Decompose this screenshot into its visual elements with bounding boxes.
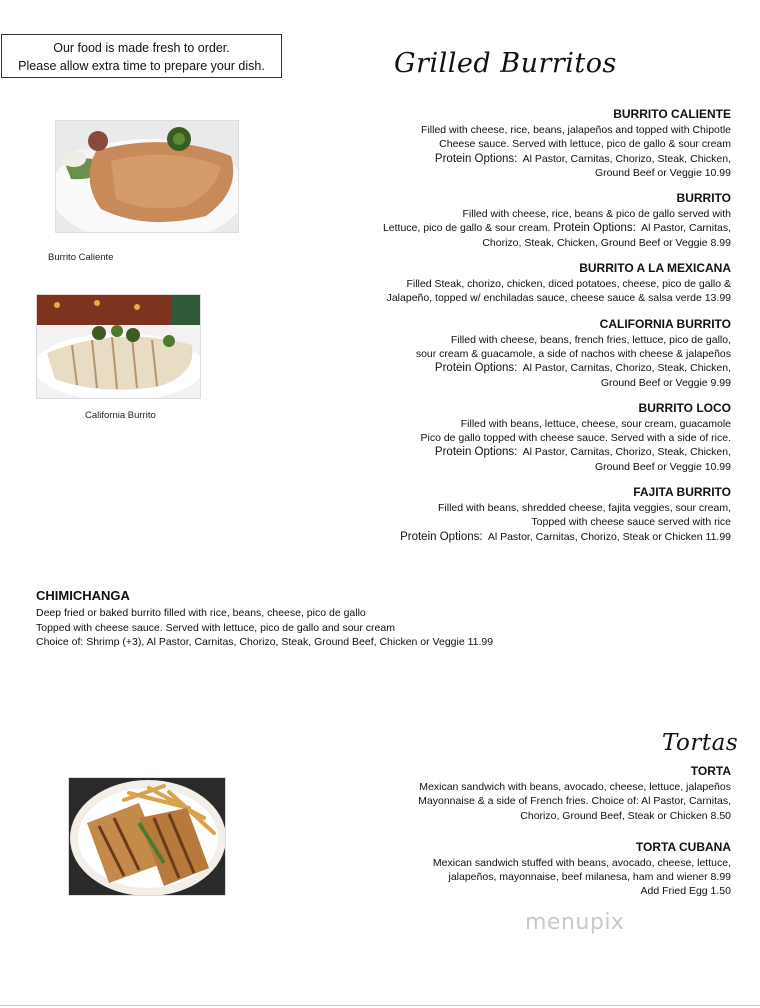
item-price-line: Ground Beef or Veggie 10.99 [594, 166, 731, 179]
item-description-part: Lettuce, pico de gallo & sour cream. [382, 222, 551, 235]
bottom-divider [0, 1005, 760, 1006]
notice-box [1, 34, 282, 78]
item-description-line: Filled with beans, lettuce, cheese, sour cream, guacamole [460, 417, 731, 430]
item-name: TORTA CUBANA [635, 839, 731, 854]
protein-options-list: Al Pastor, Carnitas, [641, 222, 731, 235]
item-protein-options [383, 152, 731, 166]
menu-item-torta [418, 763, 731, 823]
item-description-line: Topped with cheese sauce. Served with lettuce, pico de gallo and sour cream [36, 621, 395, 634]
item-name: BURRITO CALIENTE [613, 107, 731, 121]
item-name: BURRITO LOCO [638, 400, 731, 415]
protein-options-list: Al Pastor, Carnitas, Chorizo, Steak, Chicken, [522, 362, 731, 375]
item-description-line: Filled with cheese, rice, beans, jalapeños and topped with Chipotle [421, 124, 731, 136]
item-protein-options [383, 530, 731, 544]
menu-item-torta-cubana [418, 839, 731, 899]
protein-options-label: Protein Options: [434, 362, 518, 375]
item-price-line: Chorizo, Steak, Chicken, Ground Beef or Veggie 8.99 [482, 236, 731, 249]
item-description-line: Cheese sauce. Served with lettuce, pico de gallo & sour cream [439, 138, 731, 151]
burritos-list [383, 106, 731, 554]
menupix-watermark: menupix [525, 910, 625, 935]
protein-options-list: Al Pastor, Carnitas, Chorizo, Steak, Chicken, [522, 152, 731, 165]
item-description-line: Filled Steak, chorizo, chicken, diced potatoes, cheese, pico de gallo & [406, 278, 731, 291]
item-name: FAJITA BURRITO [633, 485, 731, 500]
tortas-title: Tortas [662, 730, 739, 756]
item-price-line: jalapeños, mayonnaise, beef milanesa, ham and wiener 8.99 [448, 871, 731, 884]
protein-options-label: Protein Options: [553, 222, 636, 235]
california-burrito-caption: California Burrito [85, 410, 156, 421]
tortas-list [418, 763, 731, 909]
menu-item-california-burrito [383, 316, 731, 390]
burritos-title: Grilled Burritos [394, 48, 617, 79]
california-burrito-photo [36, 294, 201, 399]
item-description-line: Filled with beans, shredded cheese, fajita veggies, sour cream, [438, 502, 731, 515]
item-description-line: Filled with cheese, rice, beans & pico de gallo served with [462, 208, 731, 221]
menu-item-burrito [383, 190, 731, 250]
item-protein-options [383, 445, 731, 459]
item-description-line [383, 221, 731, 235]
protein-options-label: Protein Options: [434, 152, 518, 165]
item-description-line: Deep fried or baked burrito filled with rice, beans, cheese, pico de gallo [36, 607, 366, 619]
item-description-line: Mayonnaise & a side of French fries. Choice of: Al Pastor, Carnitas, [418, 795, 731, 808]
item-description-line: Filled with cheese, beans, french fries, lettuce, pico de gallo, [450, 333, 731, 346]
menu-item-fajita-burrito [383, 484, 731, 544]
item-description-line: Mexican sandwich stuffed with beans, avocado, cheese, lettuce, [432, 856, 731, 869]
protein-options-list: Al Pastor, Carnitas, Chorizo, Steak or Chicken 11.99 [487, 530, 731, 543]
item-name: TORTA [690, 764, 731, 778]
item-protein-options [383, 361, 731, 375]
item-description-line: Topped with cheese sauce served with rice [531, 516, 731, 529]
item-name: BURRITO [676, 191, 731, 206]
item-description-line: sour cream & guacamole, a side of nachos with cheese & jalapeños [415, 347, 731, 360]
burrito-caliente-photo [55, 120, 239, 233]
notice-line-2: Please allow extra time to prepare your dish. [18, 59, 265, 73]
menu-item-chimichanga [36, 588, 493, 650]
notice-line-1: Our food is made fresh to order. [53, 41, 230, 55]
item-description-line: Mexican sandwich with beans, avocado, cheese, lettuce, jalapeños [419, 781, 731, 793]
protein-options-list: Al Pastor, Carnitas, Chorizo, Steak, Chicken, [522, 446, 731, 459]
item-price-line: Jalapeño, topped w/ enchiladas sauce, cheese sauce & salsa verde 13.99 [386, 292, 731, 305]
item-name: CHIMICHANGA [36, 588, 130, 603]
item-price-line: Ground Beef or Veggie 10.99 [594, 460, 731, 473]
protein-options-label: Protein Options: [434, 446, 518, 459]
menu-item-burrito-caliente [383, 106, 731, 180]
menu-item-burrito-loco [383, 400, 731, 474]
item-addon-line: Add Fried Egg 1.50 [640, 885, 731, 898]
item-price-line: Choice of: Shrimp (+3), Al Pastor, Carnitas, Chorizo, Steak, Ground Beef, Chicken or Veggie 11.99 [36, 636, 494, 648]
menu-item-burrito-a-la-mexicana [383, 260, 731, 306]
item-name: CALIFORNIA BURRITO [599, 316, 731, 331]
item-name: BURRITO A LA MEXICANA [579, 261, 731, 276]
item-description-line: Pico de gallo topped with cheese sauce. Served with a side of rice. [420, 432, 731, 445]
torta-photo [68, 777, 226, 896]
protein-options-label: Protein Options: [400, 530, 483, 543]
item-price-line: Ground Beef or Veggie 9.99 [600, 376, 731, 389]
item-price-line: Chorizo, Ground Beef, Steak or Chicken 8.50 [520, 809, 731, 822]
burrito-caliente-caption: Burrito Caliente [48, 252, 114, 263]
